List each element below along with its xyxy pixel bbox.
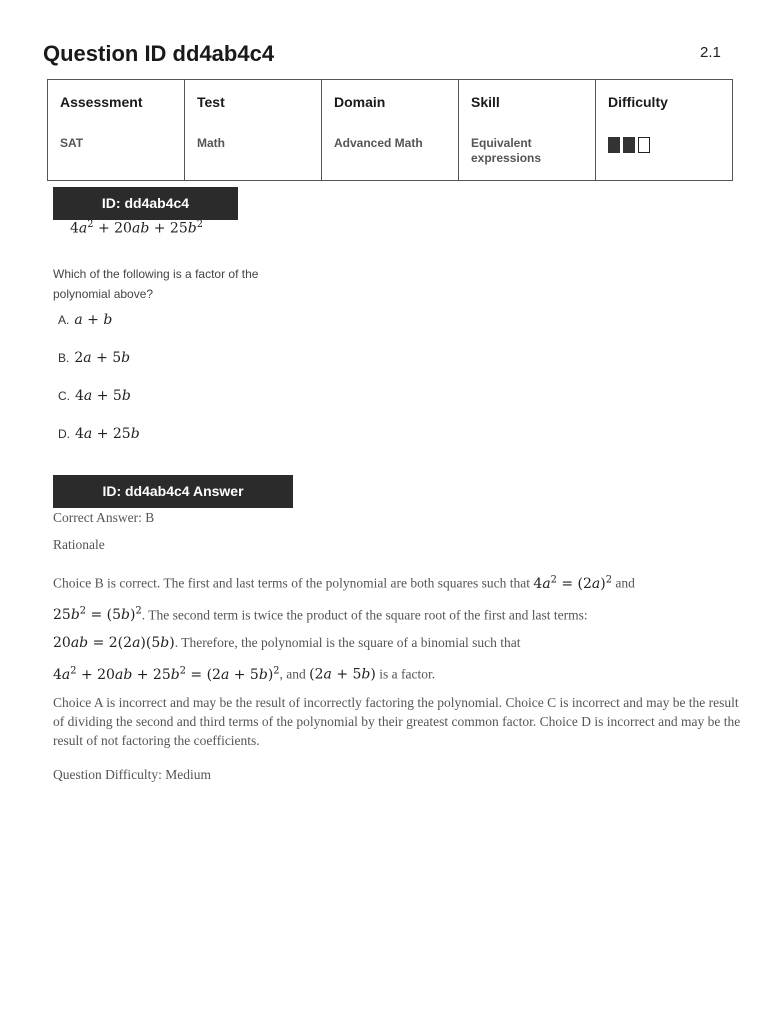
choice-b[interactable] <box>58 349 130 366</box>
test-label: Test <box>197 94 225 110</box>
choice-b-text: 2a + 5b <box>74 350 131 366</box>
polynomial-expression: $4a^2 + 20ab + 25b^2$ <box>70 219 203 237</box>
test-value: Math <box>197 136 225 150</box>
question-id-banner: ID: dd4ab4c4 <box>53 187 238 220</box>
difficulty-label: Difficulty <box>608 94 668 110</box>
choice-a[interactable] <box>58 311 112 328</box>
choice-c-text: 4a + 5b <box>75 388 131 404</box>
difficulty-bar <box>623 137 635 153</box>
difficulty-bar <box>608 137 620 153</box>
domain-value: Advanced Math <box>334 136 423 150</box>
skill-value: Equivalent expressions <box>471 136 542 165</box>
skill-cell <box>459 80 596 181</box>
correct-answer: Correct Answer: B <box>53 510 155 525</box>
domain-label: Domain <box>334 94 386 110</box>
domain-cell <box>322 80 459 181</box>
choice-d-text: 4a + 25b <box>75 426 140 442</box>
rationale-line-2: $25b^2 = (5b)^2$. The second term is twice the product of the square root of the first and last terms: <box>53 605 588 624</box>
skill-label: Skill <box>471 94 500 110</box>
question-metadata-table <box>47 79 733 181</box>
choice-d[interactable] <box>58 425 140 442</box>
question-prompt: Which of the following is a factor of the polynomial above? <box>53 267 259 301</box>
difficulty-bar <box>638 137 650 153</box>
choice-c-letter: C. <box>58 389 70 403</box>
incorrect-choices-explanation: Choice A is incorrect and may be the result of incorrectly factoring the polynomial. Choice C is incorrect and may be the result of dividing the second and third terms of the polynomial by their greatest common factor. Choice D is incorrect and may be the result of not factoring the coefficients. <box>53 695 741 748</box>
test-cell <box>185 80 322 181</box>
rationale-line-1: Choice B is correct. The first and last terms of the polynomial are both squares such that $4a^2 = (2a)^2$ and <box>53 574 635 592</box>
choice-b-letter: B. <box>58 351 70 365</box>
question-difficulty: Question Difficulty: Medium <box>53 767 211 782</box>
choice-d-letter: D. <box>58 427 70 441</box>
rationale-line-4: $4a^2 + 20ab + 25b^2 = (2a + 5b)^2$, and (2a + 5b) is a factor. <box>53 665 436 683</box>
choice-a-letter: A. <box>58 313 70 327</box>
difficulty-cell <box>596 80 733 181</box>
page-title: Question ID dd4ab4c4 <box>43 41 275 66</box>
assessment-value: SAT <box>60 136 84 150</box>
answer-id-banner: ID: dd4ab4c4 Answer <box>53 475 293 508</box>
assessment-cell <box>48 80 185 181</box>
assessment-label: Assessment <box>60 94 143 110</box>
page-number: 2.1 <box>700 44 721 61</box>
difficulty-indicator <box>608 137 732 153</box>
rationale-line-3: 20ab = 2(2a)(5b). Therefore, the polynomial is the square of a binomial such that <box>53 635 521 652</box>
choice-c[interactable] <box>58 387 131 404</box>
choice-a-text: a + b <box>74 312 113 328</box>
rationale-heading: Rationale <box>53 537 105 552</box>
rationale-paragraph <box>53 566 743 689</box>
